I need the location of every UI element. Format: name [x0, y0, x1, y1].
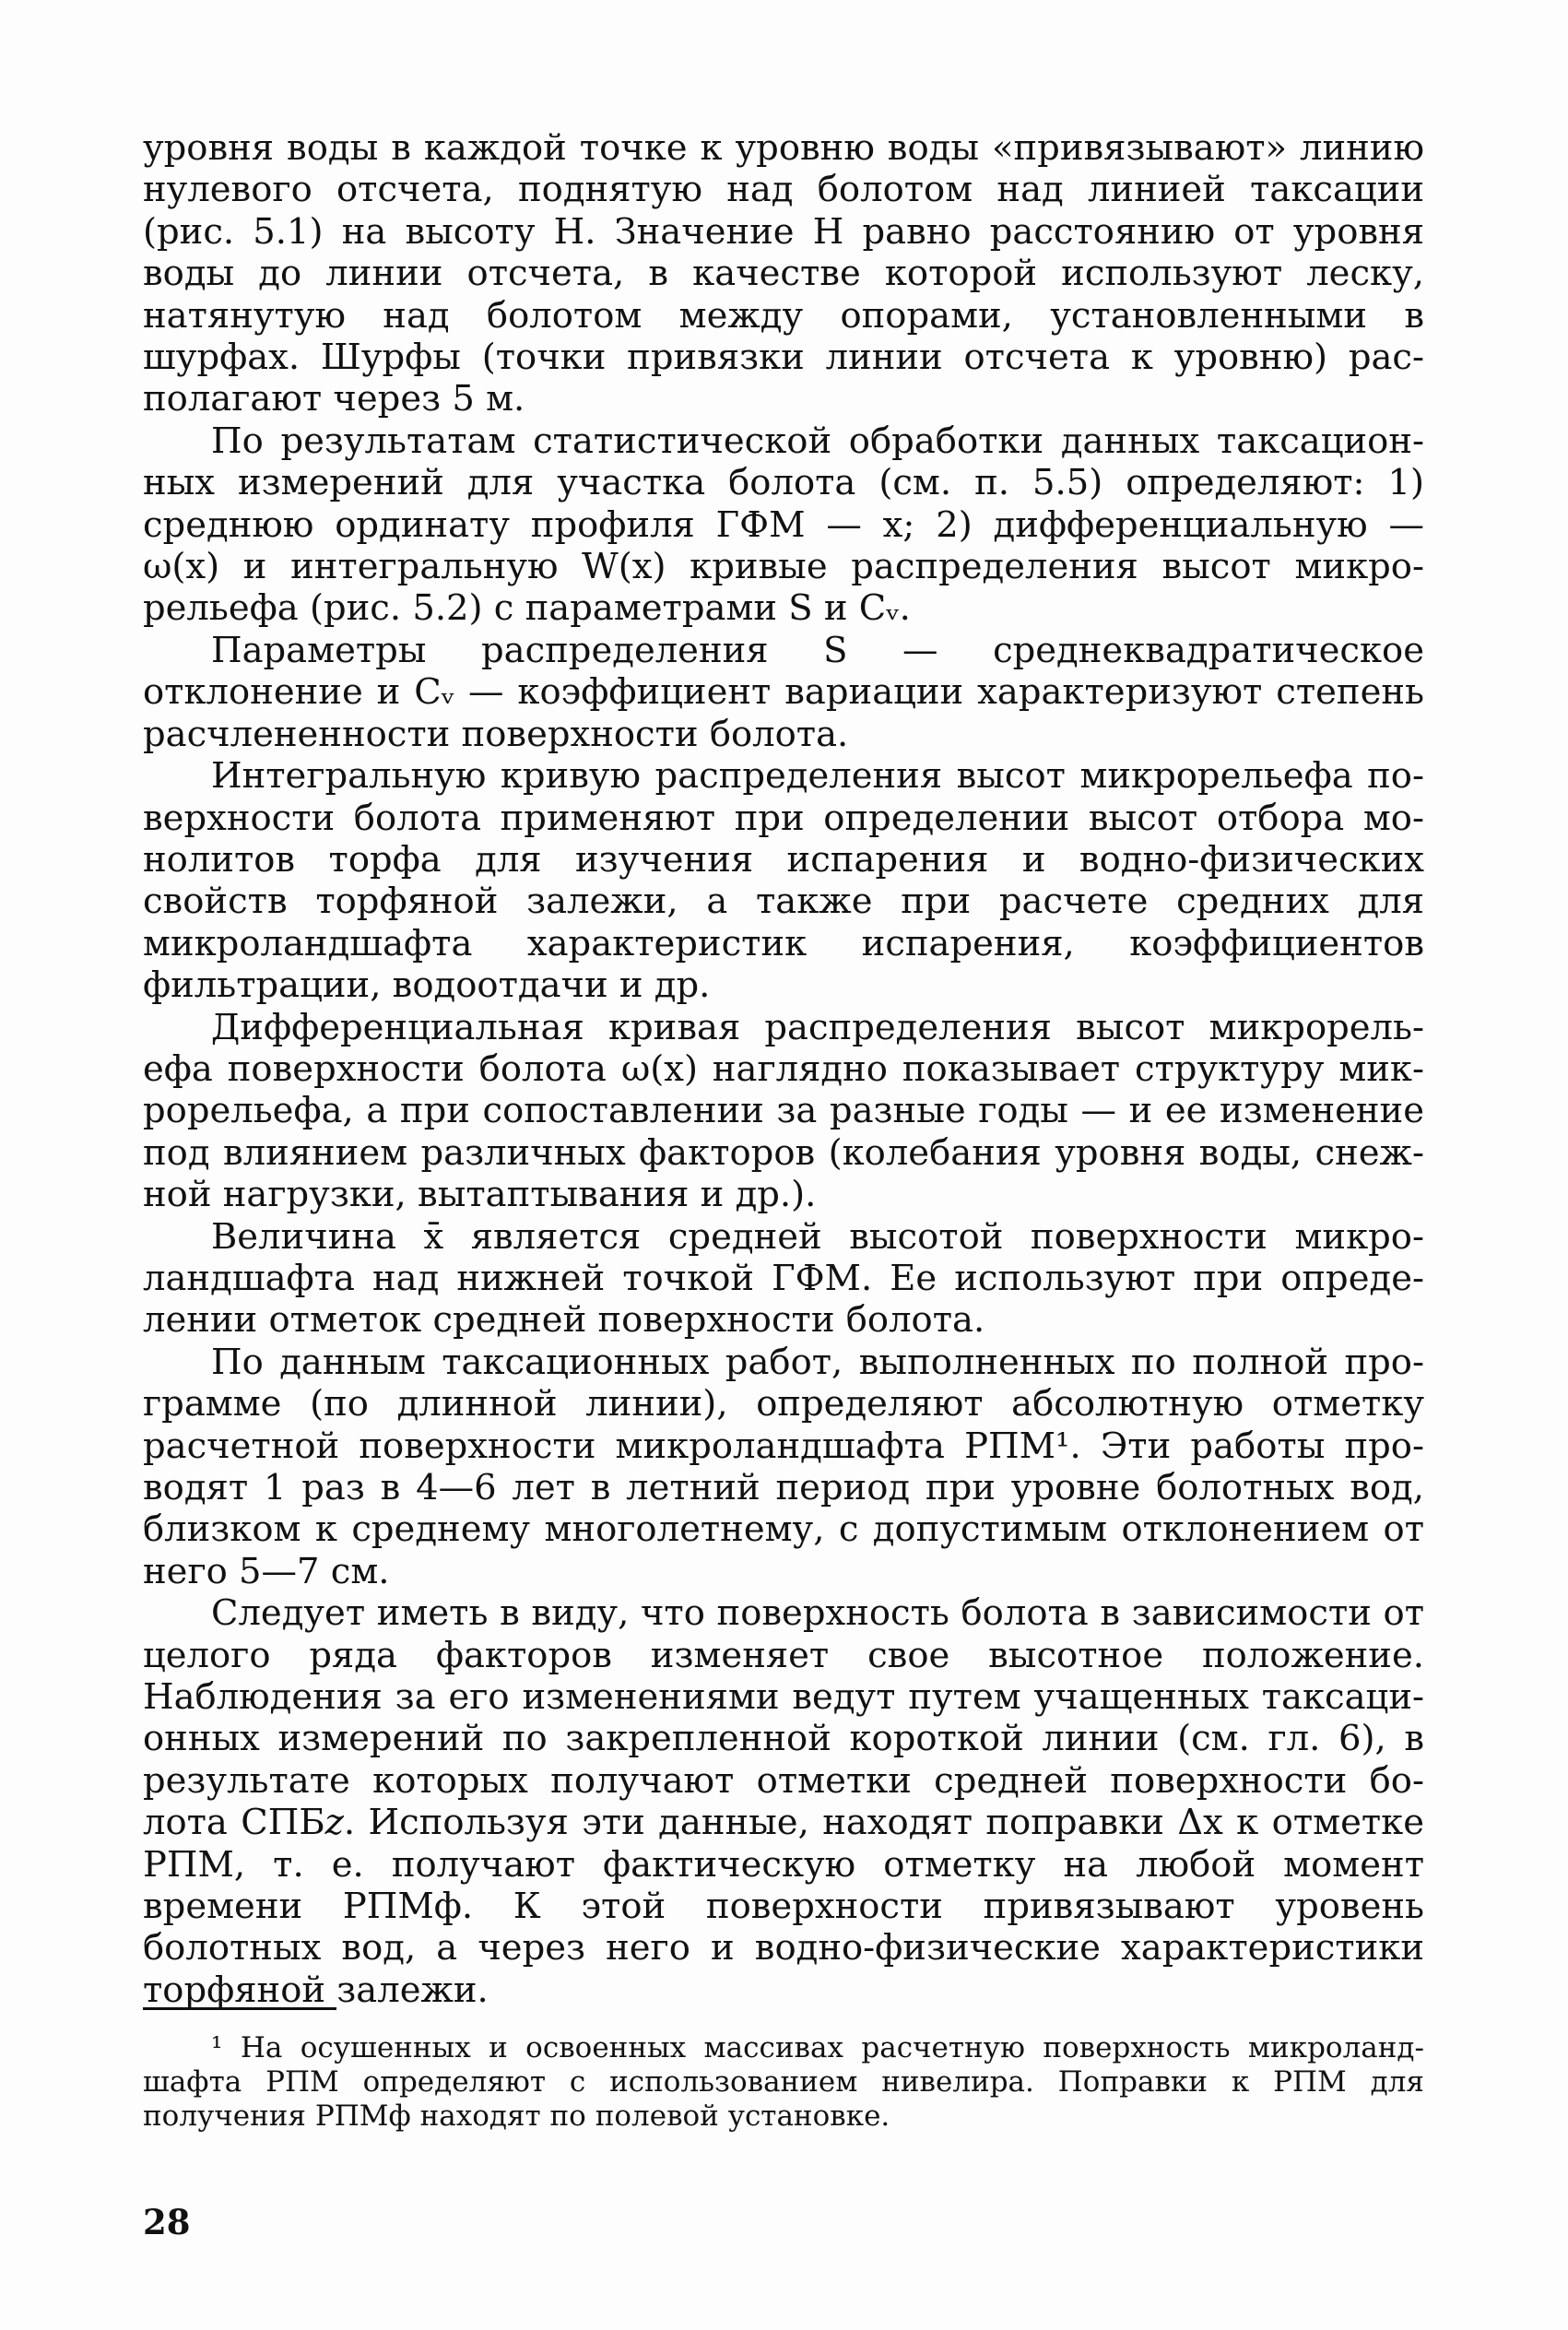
paragraph-4: Интегральную кривую распределения высот микрорельефа поверхности болота применяют при определении высот отбора монолитов торфа для изучения испарения и водно-физических свойств торфяной залежи, а также при расчете средних для микроландшафта характеристик испарения, коэффициентов фильтрации, водоотдачи и др.: [143, 755, 1424, 1007]
paragraph-3: Параметры распределения S — среднеквадратическое отклонение и Cᵥ — коэффициент вариации характеризуют степень расчлененности поверхности болота.: [143, 629, 1424, 755]
paragraph-1: уровня воды в каждой точке к уровню воды «привязывают» линию нулевого отсчета, поднятую над болотом над линией таксации (рис. 5.1) на высоту H. Значение H равно расстоянию от уровня воды до линии отсчета, в качестве которой используют леску, натянутую над болотом между опорами, установленными в шурфах. Шурфы (точки привязки линии отсчета к уровню) располагают через 5 м.: [143, 127, 1424, 420]
body-text: [143, 127, 1424, 2011]
paragraph-2: По результатам статистической обработки данных таксационных измерений для участка болота (см. п. 5.5) определяют: 1) среднюю ординату профиля ГФМ — x; 2) дифференциальную — ω(x) и интегральную W(x) кривые распределения высот микрорельефа (рис. 5.2) с параметрами S и Cᵥ.: [143, 420, 1424, 630]
footnote: ¹ На осушенных и освоенных массивах расчетную поверхность микроландшафта РПМ определяют с использованием нивелира. Поправки к РПМ для получения РПМф находят по полевой установке.: [143, 2031, 1424, 2133]
paragraph-8: Следует иметь в виду, что поверхность болота в зависимости от целого ряда факторов изменяет свое высотное положение. Наблюдения за его изменениями ведут путем учащенных таксационных измерений по закрепленной короткой линии (см. гл. 6), в результате которых получают отметки средней поверхности болота СПБ𝑧. Используя эти данные, находят поправки Δx к отметке РПМ, т. е. получают фактическую отметку на любой момент времени РПМф. К этой поверхности привязывают уровень болотных вод, а через него и водно-физические характеристики торфяной залежи.: [143, 1592, 1424, 2011]
page-number: 28: [143, 2202, 191, 2242]
paragraph-6: Величина x̄ является средней высотой поверхности микроландшафта над нижней точкой ГФМ. Ее используют при определении отметок средней поверхности болота.: [143, 1215, 1424, 1342]
footnote-divider: [143, 2007, 336, 2010]
paragraph-7: По данным таксационных работ, выполненных по полной программе (по длинной линии), определяют абсолютную отметку расчетной поверхности микроландшафта РПМ¹. Эти работы проводят 1 раз в 4—6 лет в летний период при уровне болотных вод, близком к среднему многолетнему, с допустимым отклонением от него 5—7 см.: [143, 1341, 1424, 1592]
paragraph-5: Дифференциальная кривая распределения высот микрорельефа поверхности болота ω(x) наглядно показывает структуру микрорельефа, а при сопоставлении за разные годы — и ее изменение под влиянием различных факторов (колебания уровня воды, снежной нагрузки, вытаптывания и др.).: [143, 1006, 1424, 1216]
